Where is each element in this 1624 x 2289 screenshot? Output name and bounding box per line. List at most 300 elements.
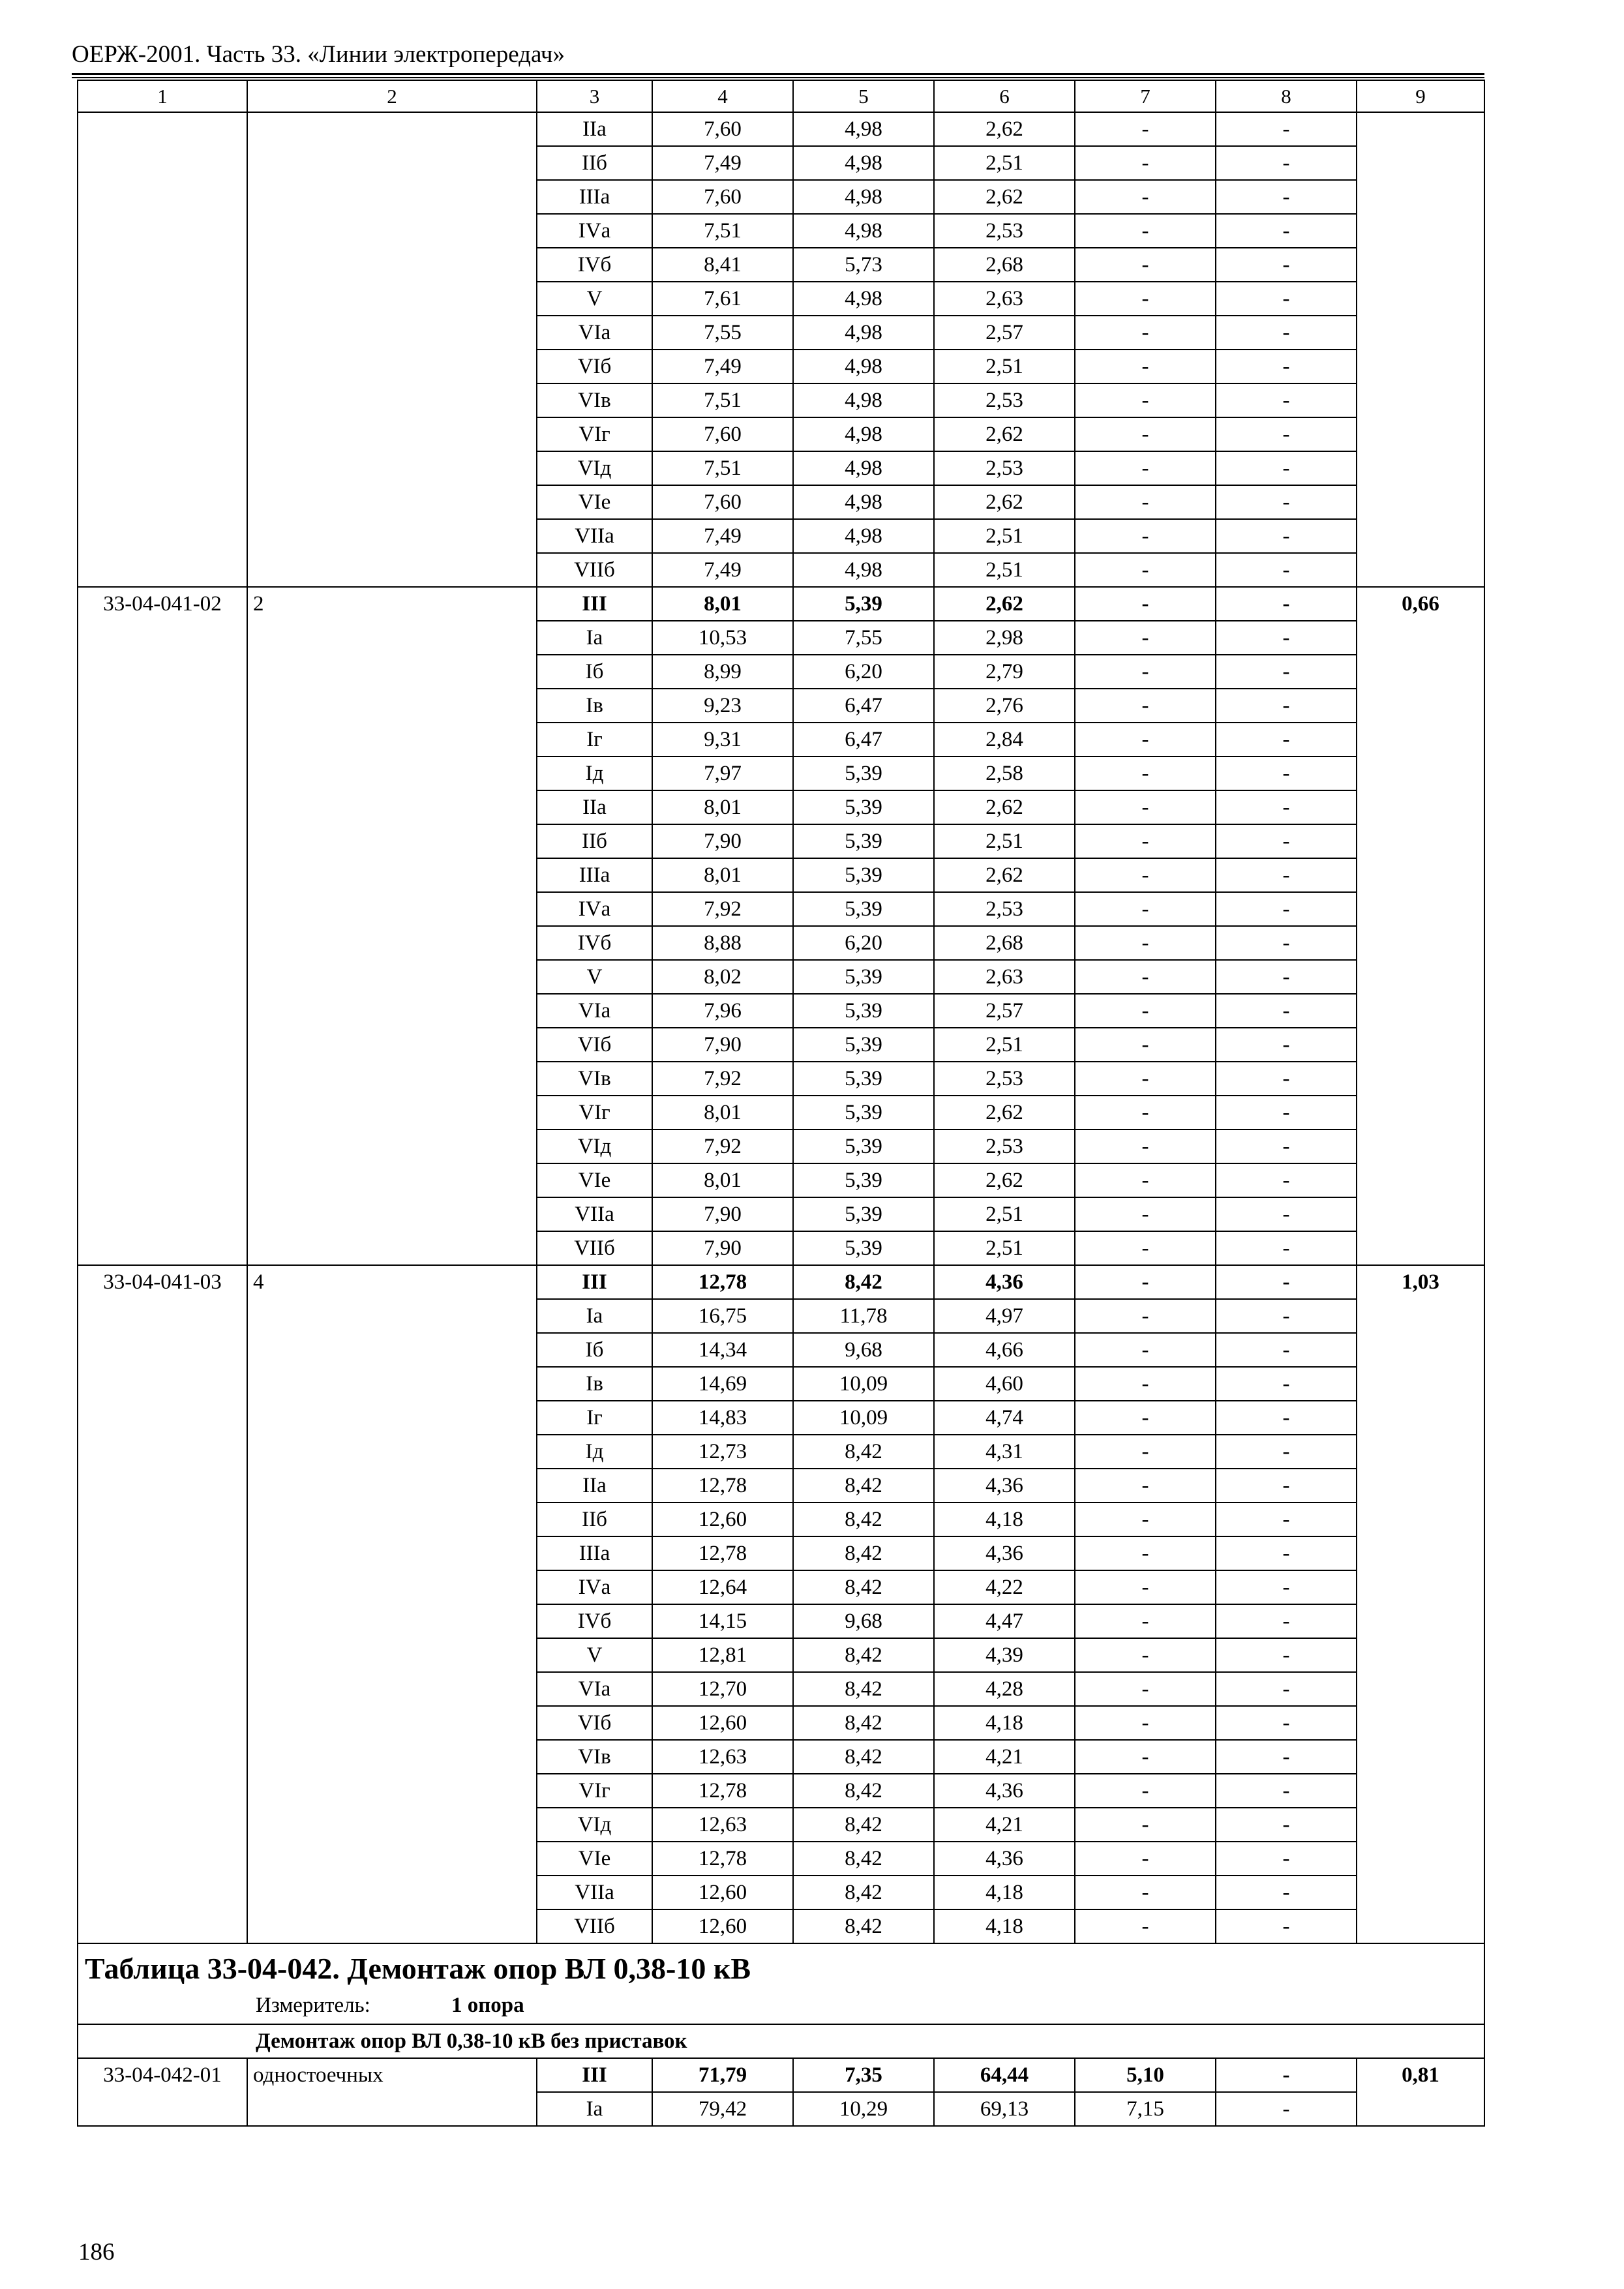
machine-cell: 2,63 — [934, 282, 1075, 316]
column-number: 1 — [78, 80, 247, 112]
zone-cell: Iв — [537, 689, 652, 723]
measure-value: 1 опора — [451, 1994, 524, 2017]
cost-total-cell: 8,01 — [652, 587, 793, 621]
zone-cell: VIIб — [537, 1909, 652, 1943]
zone-cell: VIд — [537, 451, 652, 485]
cost-total-cell: 12,78 — [652, 1469, 793, 1503]
work-description-cell: одностоечных — [247, 2058, 537, 2126]
wage-cell: 4,98 — [793, 146, 934, 180]
machine-cell: 2,98 — [934, 621, 1075, 655]
zone-cell: VIIа — [537, 519, 652, 553]
cost-total-cell: 9,23 — [652, 689, 793, 723]
cost-total-cell: 7,51 — [652, 383, 793, 417]
driver-wage-cell: - — [1075, 1163, 1216, 1197]
materials-cell: - — [1216, 790, 1357, 824]
wage-cell: 5,39 — [793, 960, 934, 994]
materials-cell: - — [1216, 180, 1357, 214]
wage-cell: 8,42 — [793, 1774, 934, 1808]
driver-wage-cell: - — [1075, 1231, 1216, 1265]
column-number: 9 — [1357, 80, 1484, 112]
driver-wage-cell: - — [1075, 1028, 1216, 1062]
table2-header — [78, 1943, 1484, 2024]
zone-cell: VIIа — [537, 1197, 652, 1231]
materials-cell: - — [1216, 892, 1357, 926]
cost-total-cell: 8,01 — [652, 858, 793, 892]
machine-cell: 2,62 — [934, 112, 1075, 146]
cost-total-cell: 7,60 — [652, 417, 793, 451]
zone-cell: IIб — [537, 1503, 652, 1536]
cost-total-cell: 7,97 — [652, 756, 793, 790]
wage-cell: 8,42 — [793, 1672, 934, 1706]
wage-cell: 9,68 — [793, 1333, 934, 1367]
column-number: 7 — [1075, 80, 1216, 112]
cost-total-cell: 12,70 — [652, 1672, 793, 1706]
driver-wage-cell: - — [1075, 417, 1216, 451]
labor-cost-cell — [1357, 112, 1484, 587]
machine-cell: 2,51 — [934, 146, 1075, 180]
cost-total-cell: 12,63 — [652, 1740, 793, 1774]
driver-wage-cell: - — [1075, 1469, 1216, 1503]
zone-cell: VIд — [537, 1808, 652, 1842]
wage-cell: 5,39 — [793, 824, 934, 858]
materials-cell: - — [1216, 1333, 1357, 1367]
cost-total-cell: 12,73 — [652, 1435, 793, 1469]
wage-cell: 8,42 — [793, 1876, 934, 1909]
machine-cell: 2,53 — [934, 383, 1075, 417]
materials-cell: - — [1216, 1096, 1357, 1130]
wage-cell: 4,98 — [793, 553, 934, 587]
driver-wage-cell: - — [1075, 1876, 1216, 1909]
driver-wage-cell: - — [1075, 350, 1216, 383]
cost-total-cell: 71,79 — [652, 2058, 793, 2092]
zone-cell: VIв — [537, 383, 652, 417]
driver-wage-cell: - — [1075, 756, 1216, 790]
column-number: 5 — [793, 80, 934, 112]
machine-cell: 2,76 — [934, 689, 1075, 723]
materials-cell: - — [1216, 1536, 1357, 1570]
wage-cell: 4,98 — [793, 485, 934, 519]
zone-cell: VIе — [537, 1842, 652, 1876]
zone-cell: IIа — [537, 790, 652, 824]
driver-wage-cell: - — [1075, 451, 1216, 485]
section-subheading: Демонтаж опор ВЛ 0,38-10 кВ без приставок — [78, 2024, 1484, 2058]
zone-cell: Iа — [537, 621, 652, 655]
cost-total-cell: 7,92 — [652, 1130, 793, 1163]
machine-cell: 4,18 — [934, 1876, 1075, 1909]
materials-cell: - — [1216, 1367, 1357, 1401]
machine-cell: 2,62 — [934, 180, 1075, 214]
machine-cell: 2,51 — [934, 350, 1075, 383]
machine-cell: 2,62 — [934, 790, 1075, 824]
materials-cell: - — [1216, 1435, 1357, 1469]
wage-cell: 5,39 — [793, 790, 934, 824]
materials-cell: - — [1216, 655, 1357, 689]
cost-total-cell: 7,90 — [652, 1197, 793, 1231]
driver-wage-cell: 7,15 — [1075, 2092, 1216, 2126]
cost-total-cell: 14,15 — [652, 1604, 793, 1638]
cost-total-cell: 7,61 — [652, 282, 793, 316]
materials-cell: - — [1216, 451, 1357, 485]
wage-cell: 4,98 — [793, 316, 934, 350]
cost-total-cell: 14,34 — [652, 1333, 793, 1367]
materials-cell: - — [1216, 1909, 1357, 1943]
machine-cell: 4,36 — [934, 1536, 1075, 1570]
zone-cell: IIа — [537, 1469, 652, 1503]
wage-cell: 5,39 — [793, 1062, 934, 1096]
zone-cell: VIа — [537, 316, 652, 350]
wage-cell: 6,47 — [793, 723, 934, 756]
cost-total-cell: 12,60 — [652, 1876, 793, 1909]
machine-cell: 4,66 — [934, 1333, 1075, 1367]
machine-cell: 2,53 — [934, 1062, 1075, 1096]
zone-cell: V — [537, 282, 652, 316]
driver-wage-cell: - — [1075, 1503, 1216, 1536]
driver-wage-cell: - — [1075, 180, 1216, 214]
materials-cell: - — [1216, 756, 1357, 790]
machine-cell: 2,68 — [934, 926, 1075, 960]
machine-cell: 4,36 — [934, 1469, 1075, 1503]
wage-cell: 6,20 — [793, 655, 934, 689]
machine-cell: 2,68 — [934, 248, 1075, 282]
machine-cell: 4,60 — [934, 1367, 1075, 1401]
materials-cell: - — [1216, 824, 1357, 858]
driver-wage-cell: - — [1075, 248, 1216, 282]
driver-wage-cell: - — [1075, 621, 1216, 655]
materials-cell: - — [1216, 1130, 1357, 1163]
cost-total-cell: 7,49 — [652, 519, 793, 553]
wage-cell: 4,98 — [793, 112, 934, 146]
materials-cell: - — [1216, 1672, 1357, 1706]
machine-cell: 2,58 — [934, 756, 1075, 790]
materials-cell: - — [1216, 1469, 1357, 1503]
zone-cell: IIIа — [537, 1536, 652, 1570]
wage-cell: 7,35 — [793, 2058, 934, 2092]
driver-wage-cell: - — [1075, 824, 1216, 858]
wage-cell: 5,39 — [793, 587, 934, 621]
machine-cell: 2,62 — [934, 1163, 1075, 1197]
cost-total-cell: 12,64 — [652, 1570, 793, 1604]
zone-cell: VIIб — [537, 1231, 652, 1265]
table2-header-row — [78, 1943, 1484, 2024]
zone-cell: IVб — [537, 248, 652, 282]
cost-total-cell: 12,78 — [652, 1536, 793, 1570]
page-number: 186 — [78, 2239, 115, 2266]
wage-cell: 8,42 — [793, 1740, 934, 1774]
zone-cell: V — [537, 1638, 652, 1672]
rate-code-cell: 33-04-042-01 — [78, 2058, 247, 2126]
materials-cell: - — [1216, 2058, 1357, 2092]
materials-cell: - — [1216, 282, 1357, 316]
materials-cell: - — [1216, 621, 1357, 655]
cost-total-cell: 16,75 — [652, 1299, 793, 1333]
cost-total-cell: 8,02 — [652, 960, 793, 994]
materials-cell: - — [1216, 994, 1357, 1028]
zone-cell: III — [537, 587, 652, 621]
materials-cell: - — [1216, 112, 1357, 146]
driver-wage-cell: - — [1075, 960, 1216, 994]
zone-cell: Iг — [537, 723, 652, 756]
wage-cell: 5,39 — [793, 1197, 934, 1231]
work-description-cell — [247, 112, 537, 587]
materials-cell: - — [1216, 1062, 1357, 1096]
cost-total-cell: 7,55 — [652, 316, 793, 350]
materials-cell: - — [1216, 689, 1357, 723]
machine-cell: 2,53 — [934, 451, 1075, 485]
wage-cell: 5,39 — [793, 1163, 934, 1197]
machine-cell: 2,51 — [934, 519, 1075, 553]
zone-cell: Iв — [537, 1367, 652, 1401]
zone-cell: IIIа — [537, 180, 652, 214]
driver-wage-cell: - — [1075, 926, 1216, 960]
driver-wage-cell: - — [1075, 723, 1216, 756]
driver-wage-cell: - — [1075, 1808, 1216, 1842]
driver-wage-cell: - — [1075, 790, 1216, 824]
zone-cell: VIв — [537, 1740, 652, 1774]
machine-cell: 69,13 — [934, 2092, 1075, 2126]
materials-cell: - — [1216, 1299, 1357, 1333]
driver-wage-cell: - — [1075, 1740, 1216, 1774]
table2-title: Таблица 33-04-042. Демонтаж опор ВЛ 0,38-10 кВ — [85, 1952, 751, 1985]
materials-cell: - — [1216, 1503, 1357, 1536]
driver-wage-cell: - — [1075, 1197, 1216, 1231]
zone-cell: IIIа — [537, 858, 652, 892]
machine-cell: 2,62 — [934, 1096, 1075, 1130]
machine-cell: 4,36 — [934, 1774, 1075, 1808]
driver-wage-cell: - — [1075, 689, 1216, 723]
driver-wage-cell: - — [1075, 1062, 1216, 1096]
driver-wage-cell: - — [1075, 282, 1216, 316]
wage-cell: 8,42 — [793, 1842, 934, 1876]
wage-cell: 4,98 — [793, 180, 934, 214]
driver-wage-cell: - — [1075, 1638, 1216, 1672]
materials-cell: - — [1216, 350, 1357, 383]
cost-total-cell: 12,78 — [652, 1774, 793, 1808]
work-description-cell: 2 — [247, 587, 537, 1265]
driver-wage-cell: - — [1075, 994, 1216, 1028]
materials-cell: - — [1216, 1163, 1357, 1197]
cost-total-cell: 7,90 — [652, 1231, 793, 1265]
machine-cell: 4,21 — [934, 1808, 1075, 1842]
materials-cell: - — [1216, 553, 1357, 587]
materials-cell: - — [1216, 2092, 1357, 2126]
driver-wage-cell: - — [1075, 553, 1216, 587]
document-header-title: ОЕРЖ-2001. Часть 33. «Линии электропередач» — [72, 41, 565, 68]
zone-cell: VIIа — [537, 1876, 652, 1909]
zone-cell: VIг — [537, 417, 652, 451]
materials-cell: - — [1216, 485, 1357, 519]
materials-cell: - — [1216, 587, 1357, 621]
work-description-cell: 4 — [247, 1265, 537, 1943]
zone-cell: Iа — [537, 2092, 652, 2126]
wage-cell: 5,73 — [793, 248, 934, 282]
zone-cell: Iа — [537, 1299, 652, 1333]
subheading-row — [78, 2024, 1484, 2058]
wage-cell: 8,42 — [793, 1706, 934, 1740]
column-number: 6 — [934, 80, 1075, 112]
zone-cell: VIе — [537, 485, 652, 519]
table-row — [78, 1265, 1484, 1299]
zone-cell: VIб — [537, 350, 652, 383]
wage-cell: 5,39 — [793, 1130, 934, 1163]
cost-total-cell: 7,51 — [652, 214, 793, 248]
header-rule-thick — [72, 73, 1484, 75]
driver-wage-cell: - — [1075, 1130, 1216, 1163]
machine-cell: 2,62 — [934, 485, 1075, 519]
materials-cell: - — [1216, 1876, 1357, 1909]
machine-cell: 2,63 — [934, 960, 1075, 994]
measure-line — [256, 1991, 1484, 2020]
zone-cell: IVб — [537, 926, 652, 960]
machine-cell: 4,97 — [934, 1299, 1075, 1333]
cost-total-cell: 7,90 — [652, 824, 793, 858]
materials-cell: - — [1216, 1265, 1357, 1299]
machine-cell: 4,47 — [934, 1604, 1075, 1638]
wage-cell: 8,42 — [793, 1536, 934, 1570]
materials-cell: - — [1216, 417, 1357, 451]
zone-cell: Iб — [537, 1333, 652, 1367]
driver-wage-cell: - — [1075, 1706, 1216, 1740]
cost-total-cell: 14,69 — [652, 1367, 793, 1401]
cost-total-cell: 7,49 — [652, 553, 793, 587]
zone-cell: VIг — [537, 1096, 652, 1130]
rate-code-cell: 33-04-041-03 — [78, 1265, 247, 1943]
wage-cell: 5,39 — [793, 1096, 934, 1130]
wage-cell: 4,98 — [793, 417, 934, 451]
cost-total-cell: 9,31 — [652, 723, 793, 756]
column-number-row — [78, 80, 1484, 112]
wage-cell: 5,39 — [793, 892, 934, 926]
machine-cell: 2,62 — [934, 417, 1075, 451]
materials-cell: - — [1216, 1231, 1357, 1265]
materials-cell: - — [1216, 960, 1357, 994]
zone-cell: V — [537, 960, 652, 994]
driver-wage-cell: - — [1075, 1570, 1216, 1604]
column-number: 4 — [652, 80, 793, 112]
zone-cell: Iг — [537, 1401, 652, 1435]
wage-cell: 4,98 — [793, 519, 934, 553]
zone-cell: III — [537, 2058, 652, 2092]
materials-cell: - — [1216, 1740, 1357, 1774]
labor-cost-cell: 1,03 — [1357, 1265, 1484, 1943]
driver-wage-cell: - — [1075, 655, 1216, 689]
cost-total-cell: 12,78 — [652, 1265, 793, 1299]
cost-total-cell: 7,49 — [652, 350, 793, 383]
driver-wage-cell: - — [1075, 1435, 1216, 1469]
materials-cell: - — [1216, 248, 1357, 282]
machine-cell: 2,62 — [934, 858, 1075, 892]
wage-cell: 8,42 — [793, 1265, 934, 1299]
materials-cell: - — [1216, 858, 1357, 892]
zone-cell: IVб — [537, 1604, 652, 1638]
cost-total-cell: 7,60 — [652, 485, 793, 519]
wage-cell: 4,98 — [793, 282, 934, 316]
cost-total-cell: 7,60 — [652, 112, 793, 146]
driver-wage-cell: - — [1075, 1672, 1216, 1706]
wage-cell: 7,55 — [793, 621, 934, 655]
materials-cell: - — [1216, 316, 1357, 350]
table-row — [78, 587, 1484, 621]
materials-cell: - — [1216, 1028, 1357, 1062]
driver-wage-cell: - — [1075, 383, 1216, 417]
cost-total-cell: 12,63 — [652, 1808, 793, 1842]
labor-cost-cell: 0,81 — [1357, 2058, 1484, 2126]
cost-total-cell: 7,51 — [652, 451, 793, 485]
wage-cell: 5,39 — [793, 1028, 934, 1062]
cost-total-cell: 12,60 — [652, 1706, 793, 1740]
cost-total-cell: 7,92 — [652, 892, 793, 926]
zone-cell: Iд — [537, 1435, 652, 1469]
machine-cell: 2,51 — [934, 1197, 1075, 1231]
wage-cell: 8,42 — [793, 1570, 934, 1604]
zone-cell: VIа — [537, 994, 652, 1028]
materials-cell: - — [1216, 1604, 1357, 1638]
wage-cell: 5,39 — [793, 756, 934, 790]
wage-cell: 8,42 — [793, 1435, 934, 1469]
rate-code-cell: 33-04-041-02 — [78, 587, 247, 1265]
driver-wage-cell: - — [1075, 587, 1216, 621]
zone-cell: IIа — [537, 112, 652, 146]
cost-total-cell: 8,99 — [652, 655, 793, 689]
wage-cell: 6,20 — [793, 926, 934, 960]
materials-cell: - — [1216, 519, 1357, 553]
cost-total-cell: 12,78 — [652, 1842, 793, 1876]
machine-cell: 2,51 — [934, 553, 1075, 587]
wage-cell: 5,39 — [793, 858, 934, 892]
machine-cell: 4,36 — [934, 1842, 1075, 1876]
driver-wage-cell: - — [1075, 1367, 1216, 1401]
cost-total-cell: 8,01 — [652, 1096, 793, 1130]
driver-wage-cell: - — [1075, 519, 1216, 553]
wage-cell: 6,47 — [793, 689, 934, 723]
machine-cell: 2,53 — [934, 1130, 1075, 1163]
materials-cell: - — [1216, 1401, 1357, 1435]
labor-cost-cell: 0,66 — [1357, 587, 1484, 1265]
table-row — [78, 2058, 1484, 2092]
machine-cell: 4,21 — [934, 1740, 1075, 1774]
zone-cell: VIб — [537, 1028, 652, 1062]
driver-wage-cell: - — [1075, 1096, 1216, 1130]
driver-wage-cell: - — [1075, 1536, 1216, 1570]
zone-cell: IIб — [537, 824, 652, 858]
driver-wage-cell: - — [1075, 1401, 1216, 1435]
wage-cell: 4,98 — [793, 383, 934, 417]
materials-cell: - — [1216, 214, 1357, 248]
cost-total-cell: 79,42 — [652, 2092, 793, 2126]
driver-wage-cell: - — [1075, 316, 1216, 350]
driver-wage-cell: - — [1075, 112, 1216, 146]
wage-cell: 10,09 — [793, 1401, 934, 1435]
machine-cell: 2,51 — [934, 824, 1075, 858]
rate-code-cell — [78, 112, 247, 587]
wage-cell: 4,98 — [793, 451, 934, 485]
driver-wage-cell: - — [1075, 1842, 1216, 1876]
zone-cell: VIг — [537, 1774, 652, 1808]
cost-total-cell: 7,96 — [652, 994, 793, 1028]
measure-label: Измеритель: — [256, 1994, 370, 2017]
materials-cell: - — [1216, 1774, 1357, 1808]
machine-cell: 2,84 — [934, 723, 1075, 756]
materials-cell: - — [1216, 1842, 1357, 1876]
table-row — [78, 112, 1484, 146]
driver-wage-cell: - — [1075, 1774, 1216, 1808]
column-number: 3 — [537, 80, 652, 112]
machine-cell: 2,62 — [934, 587, 1075, 621]
machine-cell: 2,51 — [934, 1028, 1075, 1062]
machine-cell: 2,53 — [934, 214, 1075, 248]
zone-cell: III — [537, 1265, 652, 1299]
wage-cell: 10,29 — [793, 2092, 934, 2126]
materials-cell: - — [1216, 723, 1357, 756]
